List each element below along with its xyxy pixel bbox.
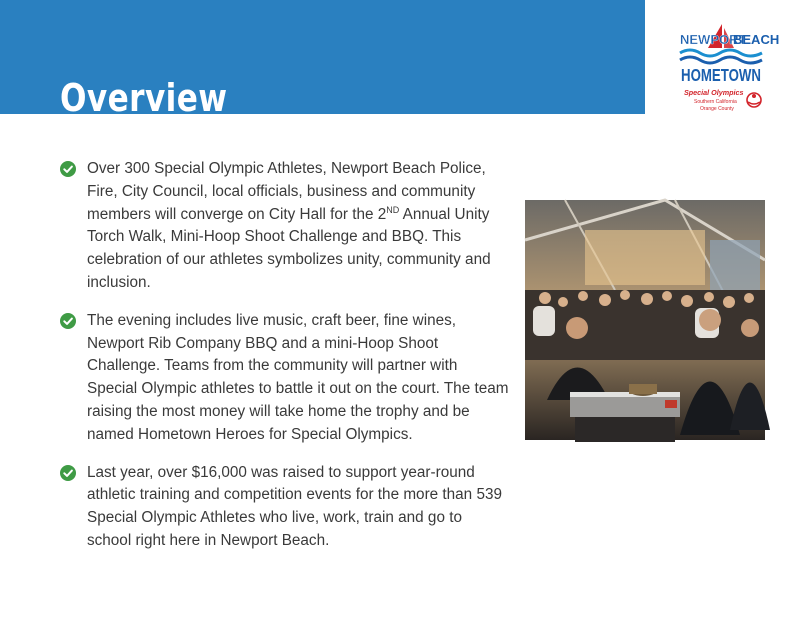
page-title: Overview [60,76,228,120]
bullet-item [60,158,510,295]
logo-beach-text: BEACH [733,32,780,47]
bullet-text-3: Last year, over $16,000 was raised to support year-round athletic training and competition events for the more than 539 Special Olympic Athletes who live, work, train and go to school right here in Newport Beach. [87,463,502,549]
bullet-item [60,462,510,553]
event-crowd-photo [525,200,765,440]
check-circle-icon [60,313,76,329]
logo-org-text: Special Olympics [684,88,744,97]
bullet-text-1-sup: ND [386,204,400,215]
check-circle-icon [60,465,76,481]
bullet-text-2: The evening includes live music, craft beer, fine wines, Newport Rib Company BBQ and a mini-Hoop Shoot Challenge. Teams from the community will partner with Special Olympic athletes to battle it out on the court. The team raising the most money will take home the trophy and be named Hometown Heroes for Special Olympics. [87,311,509,443]
logo-newport-text: NEWPORT [680,32,747,47]
bullet-text-1b: Annual Unity Torch Walk, Mini-Hoop Shoot Challenge and BBQ. This celebration of our athletes symbolizes unity, community and inclusion. [87,205,491,291]
logo-hometown-text: HOMETOWN [681,65,761,85]
logo-region2-text: Orange County [700,106,734,112]
check-circle-icon [60,161,76,177]
bullet-text-1a: Over 300 Special Olympic Athletes, Newport Beach Police, Fire, City Council, local officials, business and community members will converge on City Hall for the 2 [87,160,486,223]
bullet-item [60,310,510,447]
overview-bullet-list [60,158,510,568]
newport-beach-hometown-logo [678,20,780,112]
logo-region1-text: Southern California [694,99,737,105]
